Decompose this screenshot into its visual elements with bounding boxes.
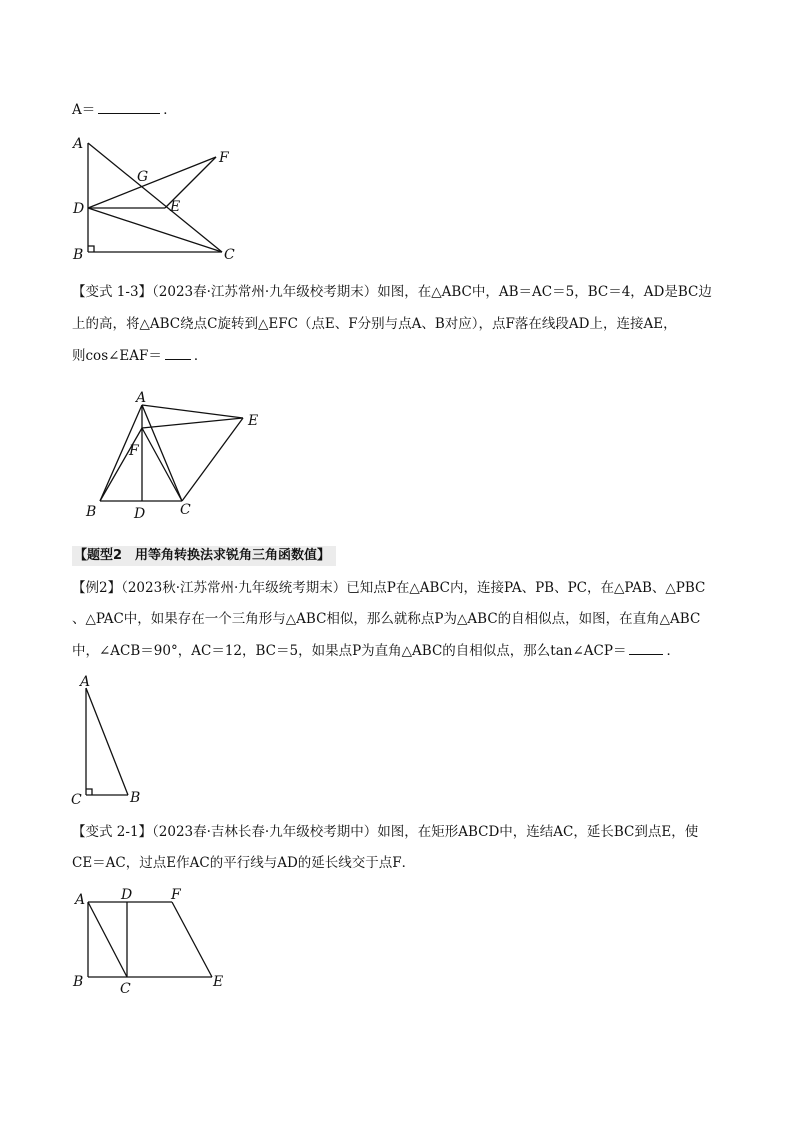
fig1-label-C: C (224, 247, 235, 263)
variant-1-3-line-2: 上的高，将△ABC绕点C旋转到△EFC（点E、F分别与点A、B对应），点F落在线段AD上，连接AE， (72, 316, 677, 332)
fig2-label-C: C (180, 502, 191, 518)
fig1-label-F: F (219, 150, 229, 166)
variant-1-3-question: 则cos∠EAF＝ (72, 348, 162, 364)
fig3-label-C: C (71, 792, 82, 808)
fig1-label-A: A (73, 136, 84, 152)
fig1-label-E: E (170, 199, 181, 215)
fig2-label-D: D (134, 506, 146, 522)
fig3-label-B: B (130, 790, 141, 806)
fig2-label-B: B (86, 504, 97, 520)
fig4-segment-FE (172, 902, 212, 977)
fig4-label-C: C (120, 981, 131, 997)
fig4-label-A: A (75, 892, 86, 908)
fig4-segment-AC (88, 902, 127, 977)
fig2-label-E: E (248, 413, 259, 429)
fig1-label-G: G (137, 169, 149, 185)
variant-1-3-line-1: 【变式 1-3】（2023春·江苏常州·九年级校考期末）如图，在△ABC中，AB＝AC＝5，BC＝4，AD是BC边 (72, 284, 712, 300)
variant-2-1-line-1: 【变式 2-1】（2023春·吉林长春·九年级校考期中）如图，在矩形ABCD中，连结AC，延长BC到点E，使 (72, 824, 699, 840)
fig1-label-B: B (73, 247, 84, 263)
fig4-label-D: D (121, 887, 133, 903)
fig2-label-F: F (129, 443, 139, 459)
fig4-label-F: F (171, 887, 181, 903)
variant-2-1-line-2: CE＝AC，过点E作AC的平行线与AD的延长线交于点F． (72, 855, 416, 871)
fig4-label-E: E (213, 974, 224, 990)
variant-1-3-end: ． (193, 348, 208, 364)
example-2-line-1: 【例2】（2023秋·江苏常州·九年级统考期末）已知点P在△ABC内，连接PA、PB、PC，在△PAB、△PBC (72, 580, 706, 596)
fig2-label-A: A (136, 390, 147, 406)
fig1-label-D: D (73, 201, 85, 217)
example-2-line-2: 、△PAC中，如果存在一个三角形与△ABC相似，那么就称点P为△ABC的自相似点，如图，在直角△ABC (72, 611, 701, 627)
prev-question-end: ． (163, 102, 177, 118)
fig4-label-B: B (73, 974, 84, 990)
example-2-end: ． (666, 643, 680, 659)
example-2-question: 中，∠ACB＝90°，AC＝12，BC＝5，如果点P为直角△ABC的自相似点，那么tan∠ACP＝ (72, 643, 627, 659)
fig3-label-A: A (80, 674, 91, 690)
section-heading: 【题型2 用等角转换法求锐角三角函数值】 (72, 546, 336, 566)
prev-question-text: A＝ (72, 102, 96, 118)
